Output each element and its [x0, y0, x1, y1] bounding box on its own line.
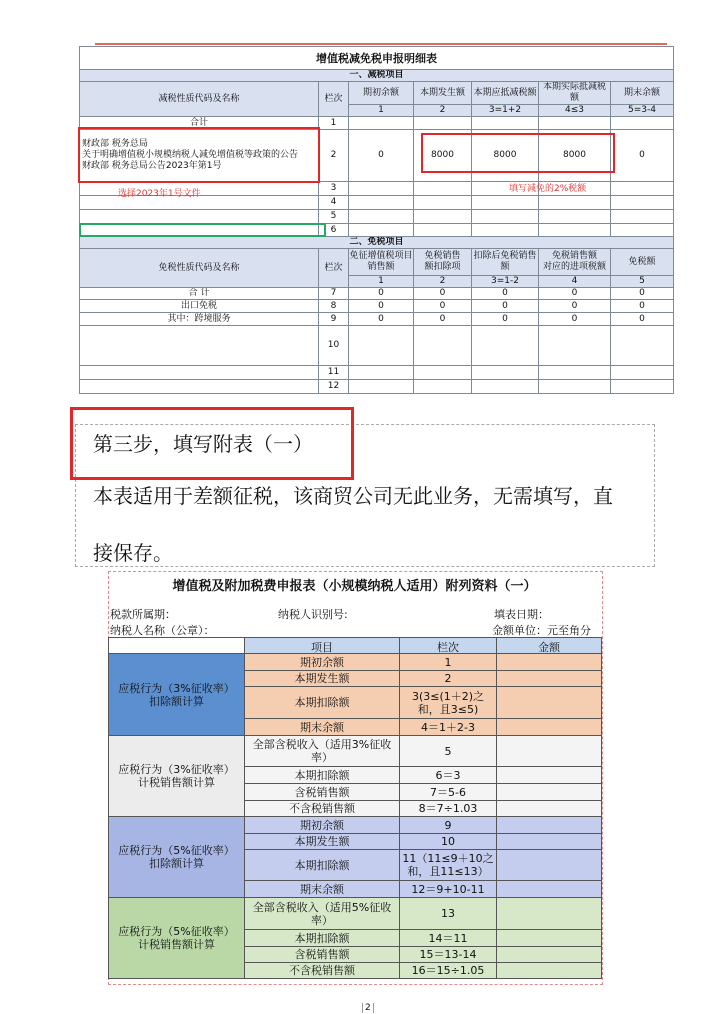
page-number: 2 — [362, 1003, 374, 1013]
section-reduction: 一、减税项目 — [80, 70, 674, 82]
table-row — [80, 313, 674, 326]
group-name-line: 扣除额计算 — [149, 694, 204, 708]
row-item: 本期发生额 — [245, 671, 400, 687]
note-select-doc: 选择2023年1号文件 — [118, 189, 201, 199]
group-3pct-deduction — [108, 653, 602, 979]
row-lanci: 7＝5-6 — [400, 784, 497, 801]
vat-reduction-grid — [79, 46, 674, 394]
amount-cell[interactable] — [497, 834, 602, 850]
row-name: 合计 — [80, 117, 319, 130]
cell-value: 0 — [611, 300, 674, 313]
row-lanci: 4 — [319, 196, 349, 210]
cell-value: 0 — [539, 313, 611, 326]
row-lanci: 15＝13-14 — [400, 947, 497, 963]
row-lanci — [400, 850, 497, 881]
col-num: 1 — [349, 276, 414, 288]
policy-highlight-box — [78, 127, 320, 183]
row-lanci: 3 — [319, 182, 349, 196]
col-num: 4≤3 — [539, 105, 611, 117]
paragraph-line: 本表适用于差额征税，该商贸公司无此业务，无需填写，直 — [93, 484, 613, 508]
col-header-text: 免税销售 额扣除项 — [424, 251, 461, 272]
col-header — [349, 249, 414, 276]
row-item: 期初余额 — [245, 654, 400, 671]
amount-cell[interactable] — [497, 767, 602, 784]
row-lanci: 6＝3 — [400, 767, 497, 784]
col-header-text: 扣除后免税销售 额 — [473, 251, 537, 272]
col-header-name: 减税性质代码及名称 — [80, 82, 319, 117]
col-num: 2 — [414, 276, 472, 288]
row-item: 期末余额 — [245, 881, 400, 898]
selection-box — [79, 223, 326, 237]
meta-unit: 金额单位：元至角分 — [492, 624, 591, 637]
col-header — [539, 249, 611, 276]
row-item: 含税销售额 — [245, 784, 400, 801]
col-num: 1 — [349, 105, 414, 117]
item-line: 率） — [311, 751, 333, 764]
lanci-line: 和，且3≤5) — [417, 702, 479, 716]
cell-value: 0 — [349, 300, 414, 313]
group-name-line: 计税销售额计算 — [138, 938, 215, 951]
cell-value: 0 — [611, 130, 674, 182]
amount-highlight-box — [421, 133, 615, 173]
col-num: 5 — [611, 276, 674, 288]
policy-line: 关于明确增值税小规模纳税人减免增值税等政策的公告 — [82, 150, 299, 160]
note-fill-amount: 填写减免的2%税额 — [509, 184, 587, 194]
header-lanci: 栏次 — [400, 638, 497, 657]
amount-cell[interactable] — [497, 671, 602, 687]
row-lanci: 5 — [400, 736, 497, 767]
group-name — [109, 736, 245, 817]
cell-value: 0 — [414, 288, 472, 300]
row-item — [245, 898, 400, 930]
policy-line: 财政部 税务总局公告2023年第1号 — [82, 161, 222, 171]
amount-cell[interactable] — [497, 801, 602, 817]
row-lanci: 12 — [319, 380, 349, 394]
meta-period: 税款所属期： — [110, 608, 176, 621]
col-num: 5=3-4 — [611, 105, 674, 117]
cell-value: 0 — [414, 300, 472, 313]
row-name: 出口免税 — [80, 300, 319, 313]
row-lanci: 7 — [319, 288, 349, 300]
row-lanci — [400, 687, 497, 719]
amount-cell[interactable] — [497, 898, 602, 930]
row-item: 期初余额 — [245, 817, 400, 834]
amount-cell[interactable] — [497, 963, 602, 979]
row-lanci: 5 — [319, 210, 349, 224]
row-lanci: 9 — [319, 313, 349, 326]
amount-cell[interactable] — [497, 654, 602, 671]
cell-value: 0 — [611, 288, 674, 300]
col-header-text: 免税销售额 对应的进项税额 — [542, 251, 606, 272]
row-item: 不含税销售额 — [245, 963, 400, 979]
amount-cell[interactable] — [497, 930, 602, 947]
top-decor-line — [95, 43, 667, 45]
header-amount: 金额 — [497, 638, 602, 657]
item-line: 率） — [311, 913, 333, 927]
cell-value: 0 — [539, 288, 611, 300]
group-name-line: 计税销售额计算 — [138, 776, 215, 789]
row-lanci: 6 — [319, 224, 349, 237]
step-title: 第三步，填写附表（一） — [93, 432, 313, 456]
form-title: 增值税及附加税费申报表（小规模纳税人适用）附列资料（一） — [172, 579, 537, 594]
amount-cell[interactable] — [497, 817, 602, 834]
table-row — [80, 326, 674, 366]
policy-line: 财政部 税务总局 — [82, 139, 148, 149]
row-lanci: 8＝7÷1.03 — [400, 801, 497, 817]
group-name — [109, 817, 245, 898]
cell-value: 0 — [611, 313, 674, 326]
row-item: 本期扣除额 — [245, 767, 400, 784]
row-lanci: 2 — [319, 130, 349, 182]
row-item: 期末余额 — [245, 719, 400, 736]
col-header: 本期应抵减税额 — [472, 82, 539, 105]
col-header-text: 免征增值税项目 销售额 — [349, 251, 413, 272]
cell-value: 8000 — [472, 130, 539, 182]
row-item: 不含税销售额 — [245, 801, 400, 817]
row-item: 本期发生额 — [245, 834, 400, 850]
col-header — [472, 249, 539, 276]
table-row — [80, 300, 674, 313]
lanci-line: 3(3≤(1＋2)之 — [411, 689, 485, 703]
col-num: 4 — [539, 276, 611, 288]
amount-cell[interactable] — [497, 687, 602, 719]
row-item: 本期扣除额 — [245, 850, 400, 881]
cell-value: 0 — [349, 288, 414, 300]
row-lanci: 1 — [400, 654, 497, 671]
item-line: 全部含税收入（适用5%征收 — [252, 900, 392, 914]
group-name-line: 应税行为（3%征收率） — [118, 763, 235, 776]
col-header-text: 免税额 — [628, 256, 656, 267]
paragraph-line: 接保存。 — [93, 541, 173, 565]
col-header — [414, 249, 472, 276]
table-row — [80, 288, 674, 300]
row-lanci: 1 — [319, 117, 349, 130]
row-item: 本期扣除额 — [245, 930, 400, 947]
lanci-line: 11（11≤9＋10之 — [402, 852, 494, 865]
row-lanci: 4＝1＋2-3 — [400, 719, 497, 736]
row-lanci: 13 — [400, 898, 497, 930]
cell-value: 0 — [472, 313, 539, 326]
row-lanci: 14＝11 — [400, 930, 497, 947]
group-name — [109, 654, 245, 736]
group-name-line: 应税行为（5%征收率） — [118, 925, 235, 938]
lanci-line: 和，且11≤13） — [407, 865, 489, 878]
cell-value: 8000 — [414, 130, 472, 182]
row-lanci: 8 — [319, 300, 349, 313]
table-title: 增值税减免税申报明细表 — [80, 47, 674, 70]
row-lanci: 16＝15÷1.05 — [400, 963, 497, 979]
group-name-line: 应税行为（3%征收率） — [118, 681, 235, 695]
step-paragraph — [93, 468, 663, 582]
header-item: 项目 — [245, 638, 400, 657]
amount-cell[interactable] — [497, 881, 602, 898]
row-lanci: 10 — [400, 834, 497, 850]
col-header: 期末余额 — [611, 82, 674, 105]
cell-value: 0 — [539, 300, 611, 313]
amount-cell[interactable] — [497, 719, 602, 736]
group-name — [109, 898, 245, 979]
attachment-groups — [108, 653, 601, 979]
row-item: 本期扣除额 — [245, 687, 400, 719]
col-header-name: 免税性质代码及名称 — [80, 249, 319, 288]
row-item — [245, 736, 400, 767]
amount-cell[interactable] — [497, 947, 602, 963]
col-num: 3=1-2 — [472, 276, 539, 288]
cell-value: 0 — [349, 313, 414, 326]
cell-value: 0 — [349, 130, 414, 182]
col-num: 2 — [414, 105, 472, 117]
col-header: 期初余额 — [349, 82, 414, 105]
cell-value: 8000 — [539, 130, 611, 182]
row-lanci: 2 — [400, 671, 497, 687]
row-lanci: 10 — [319, 326, 349, 366]
amount-cell[interactable] — [497, 784, 602, 801]
row-item: 含税销售额 — [245, 947, 400, 963]
col-num: 3=1+2 — [472, 105, 539, 117]
meta-taxpayer-id: 纳税人识别号: — [278, 608, 348, 621]
col-header: 本期发生额 — [414, 82, 472, 105]
col-header: 本期实际抵减税额 — [539, 82, 611, 105]
row-lanci: 12＝9+10-11 — [400, 881, 497, 898]
group-name-line: 扣除额计算 — [149, 857, 204, 870]
table-row — [80, 366, 674, 380]
cell-value: 0 — [472, 300, 539, 313]
cell-value: 0 — [472, 288, 539, 300]
row-lanci: 9 — [400, 817, 497, 834]
col-header — [611, 249, 674, 276]
item-line: 全部含税收入（适用3%征收 — [252, 738, 392, 751]
cell-value: 0 — [414, 313, 472, 326]
row-lanci: 11 — [319, 366, 349, 380]
table-row — [80, 210, 674, 224]
meta-fill-date: 填表日期： — [494, 608, 549, 621]
amount-cell[interactable] — [497, 850, 602, 881]
table-row — [80, 380, 674, 394]
row-name: 合 计 — [80, 288, 319, 300]
section-exemption: 二、免税项目 — [80, 237, 674, 249]
group-name-line: 应税行为（5%征收率） — [118, 844, 235, 857]
row-name: 其中：跨境服务 — [80, 313, 319, 326]
amount-cell[interactable] — [497, 736, 602, 767]
col-header-lanci: 栏次 — [319, 82, 349, 117]
col-header-lanci: 栏次 — [319, 249, 349, 288]
meta-taxpayer-name: 纳税人名称（公章）： — [110, 624, 215, 637]
